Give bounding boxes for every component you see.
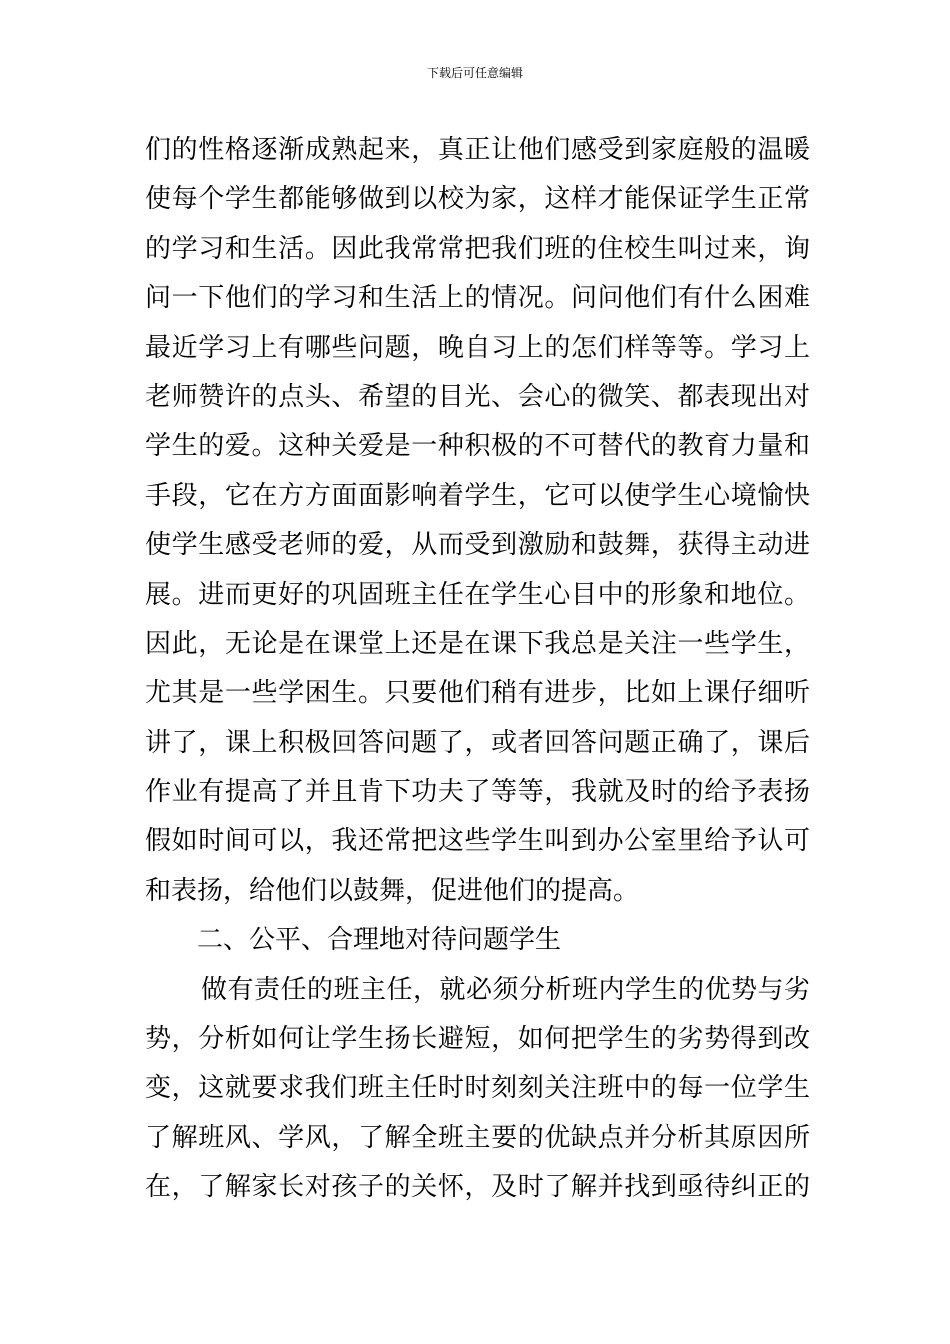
text-line: 使每个学生都能够做到以校为家，这样才能保证学生正常: [145, 184, 810, 215]
text-line: 们的性格逐渐成熟起来，真正让他们感受到家庭般的温暖: [145, 135, 810, 165]
text-line: 做有责任的班主任，就必须分析班内学生的优势与劣: [201, 974, 810, 1005]
text-line: 变，这就要求我们班主任时时刻刻关注班中的每一位学生: [145, 1073, 810, 1104]
text-line: 假如时间可以，我还常把这些学生叫到办公室里给予认可: [145, 826, 810, 857]
text-line: 展。进而更好的巩固班主任在学生心目中的形象和地位。: [145, 579, 810, 610]
text-line: 最近学习上有哪些问题，晚自习上的怎们样等等。学习上: [145, 332, 810, 363]
document-body: [145, 126, 810, 1213]
page-header: 下载后可任意编辑: [426, 66, 523, 80]
text-line: 手段，它在方方面面影响着学生，它可以使学生心境愉快: [145, 480, 810, 511]
text-line: 使学生感受老师的爱，从而受到激励和鼓舞，获得主动进: [145, 530, 810, 561]
text-line: 学生的爱。这种关爱是一种积极的不可替代的教育力量和: [145, 431, 810, 462]
text-line: 在，了解家长对孩子的关怀，及时了解并找到亟待纠正的: [145, 1172, 810, 1203]
text-line: 和表扬，给他们以鼓舞，促进他们的提高。: [145, 875, 640, 906]
text-line: 作业有提高了并且肯下功夫了等等，我就及时的给予表扬: [145, 777, 810, 808]
text-line: 了解班风、学风，了解全班主要的优缺点并分析其原因所: [145, 1122, 810, 1153]
text-line: 讲了，课上积极回答问题了，或者回答问题正确了，课后: [145, 727, 810, 758]
text-line: 因此，无论是在课堂上还是在课下我总是关注一些学生，: [145, 628, 810, 659]
text-line: 的学习和生活。因此我常常把我们班的住校生叫过来，询: [145, 233, 810, 264]
text-line: 尤其是一些学困生。只要他们稍有进步，比如上课仔细听: [145, 678, 810, 709]
text-line: 老师赞许的点头、希望的目光、会心的微笑、都表现出对: [145, 381, 810, 412]
text-line: 问一下他们的学习和生活上的情况。问问他们有什么困难: [145, 283, 810, 314]
section-heading: 二、公平、合理地对待问题学生: [197, 925, 562, 956]
text-line: 势，分析如何让学生扬长避短，如何把学生的劣势得到改: [145, 1024, 810, 1055]
